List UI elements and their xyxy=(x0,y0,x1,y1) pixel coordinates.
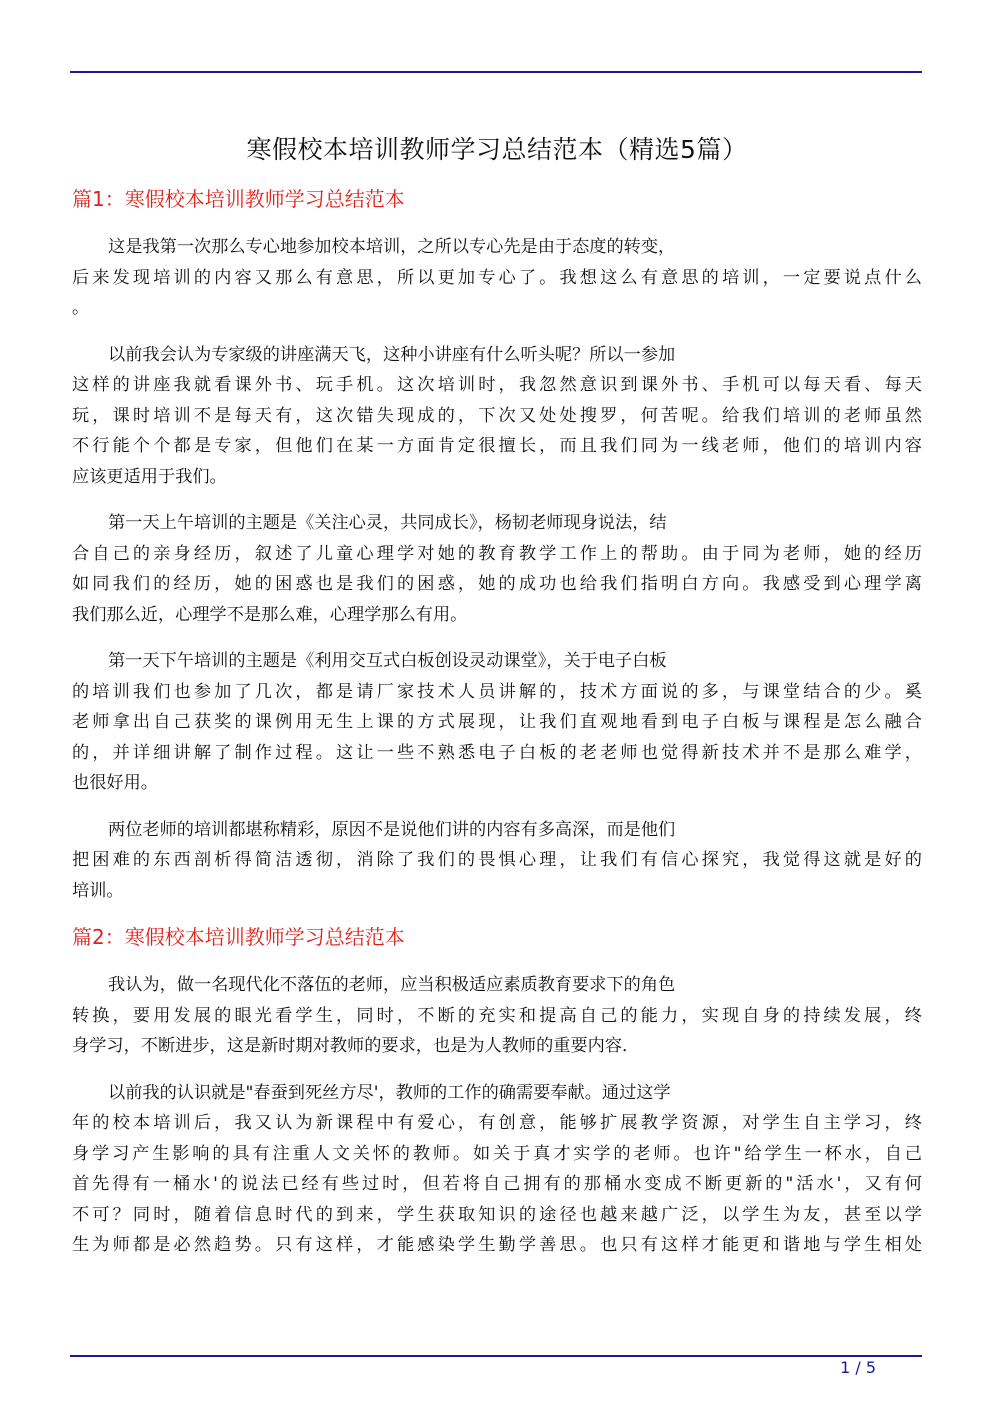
document-body xyxy=(72,128,922,1277)
paragraph-line: 把困难的东西剖析得简洁透彻，消除了我们的畏惧心理，让我们有信心探究，我觉得这就是好的 xyxy=(72,850,922,870)
paragraph-line: 这是我第一次那么专心地参加校本培训，之所以专心先是由于态度的转变， xyxy=(108,237,676,257)
paragraph-line: 后来发现培训的内容又那么有意思，所以更加专心了。我想这么有意思的培训，一定要说点什么 xyxy=(72,267,922,288)
paragraph-line: 转换，要用发展的眼光看学生，同时，不断的充实和提高自己的能力，实现自身的持续发展，终 xyxy=(72,1005,922,1026)
paragraph-line: 老师拿出自己获奖的课例用无生上课的方式展现，让我们直观地看到电子白板与课程是怎么融合 xyxy=(72,712,922,732)
paragraph-line: 两位老师的培训都堪称精彩，原因不是说他们讲的内容有多高深，而是他们 xyxy=(108,819,676,840)
paragraph-line: 不行能个个都是专家，但他们在某一方面肯定很擅长，而且我们同为一线老师，他们的培训内容 xyxy=(72,436,922,456)
paragraph xyxy=(72,970,922,1062)
section-heading: 篇1：寒假校本培训教师学习总结范本 xyxy=(72,187,405,211)
sections xyxy=(72,184,922,1261)
paragraph-line: 第一天上午培训的主题是《关注心灵，共同成长》，杨韧老师现身说法，结 xyxy=(108,513,667,533)
paragraph-line: 第一天下午培训的主题是《利用交互式白板创设灵动课堂》，关于电子白板 xyxy=(108,651,667,671)
paragraph-line: 以前我的认识就是"春蚕到死丝方尽'，教师的工作的确需要奉献。通过这学 xyxy=(108,1082,671,1103)
paragraph xyxy=(72,1078,922,1261)
paragraph-line: 生为师都是必然趋势。只有这样，才能感染学生勤学善思。也只有这样才能更和谐地与学生相处 xyxy=(72,1235,922,1255)
section-heading: 篇2：寒假校本培训教师学习总结范本 xyxy=(72,925,405,949)
paragraph xyxy=(72,646,922,799)
paragraph-line: 培训。 xyxy=(72,880,124,901)
paragraph-line: 。 xyxy=(72,298,90,318)
footer-rule xyxy=(70,1355,922,1357)
paragraph-line: 身学习，不断进步，这是新时期对教师的要求，也是为人教师的重要内容． xyxy=(72,1036,640,1056)
paragraph-line: 这样的讲座我就看课外书、玩手机。这次培训时，我忽然意识到课外书、手机可以每天看、每天 xyxy=(72,375,922,395)
paragraph-line: 的，并详细讲解了制作过程。这让一些不熟悉电子白板的老老师也觉得新技术并不是那么难学， xyxy=(72,742,922,763)
paragraph-line: 年的校本培训后，我又认为新课程中有爱心，有创意，能够扩展教学资源，对学生自主学习，终 xyxy=(72,1113,922,1133)
paragraph xyxy=(72,508,922,630)
paragraph-line: 也很好用。 xyxy=(72,773,158,793)
header-rule xyxy=(70,71,922,73)
paragraph xyxy=(72,232,922,324)
paragraph xyxy=(72,340,922,493)
paragraph-line: 身学习产生影响的具有注重人文关怀的教师。如关于真才实学的老师。也许"给学生一杯水，自己 xyxy=(72,1143,922,1164)
paragraph-line: 应该更适用于我们。 xyxy=(72,466,227,487)
paragraph-line: 我们那么近，心理学不是那么难，心理学那么有用。 xyxy=(72,604,468,625)
paragraph-line: 我认为，做一名现代化不落伍的老师，应当积极适应素质教育要求下的角色 xyxy=(108,975,676,995)
paragraph-line: 首先得有一桶水'的说法已经有些过时，但若将自己拥有的那桶水变成不断更新的"活水'，又有何 xyxy=(72,1174,922,1194)
paragraph-line: 以前我会认为专家级的讲座满天飞，这种小讲座有什么听头呢？所以一参加 xyxy=(108,344,676,365)
paragraph-line: 如同我们的经历，她的困惑也是我们的困惑，她的成功也给我们指明白方向。我感受到心理学离 xyxy=(72,574,922,594)
document-title: 寒假校本培训教师学习总结范本（精选5篇） xyxy=(246,135,748,164)
paragraph xyxy=(72,815,922,907)
page-number: 1 / 5 xyxy=(840,1358,876,1377)
paragraph-line: 合自己的亲身经历，叙述了儿童心理学对她的教育教学工作上的帮助。由于同为老师，她的经历 xyxy=(72,543,922,564)
paragraph-line: 玩，课时培训不是每天有，这次错失现成的，下次又处处搜罗，何苦呢。给我们培训的老师虽然 xyxy=(72,405,922,426)
paragraph-line: 的培训我们也参加了几次，都是请厂家技术人员讲解的，技术方面说的多，与课堂结合的少。奚 xyxy=(72,681,922,702)
paragraph-line: 不可？同时，随着信息时代的到来，学生获取知识的途径也越来越广泛，以学生为友，甚至以学 xyxy=(72,1204,922,1225)
